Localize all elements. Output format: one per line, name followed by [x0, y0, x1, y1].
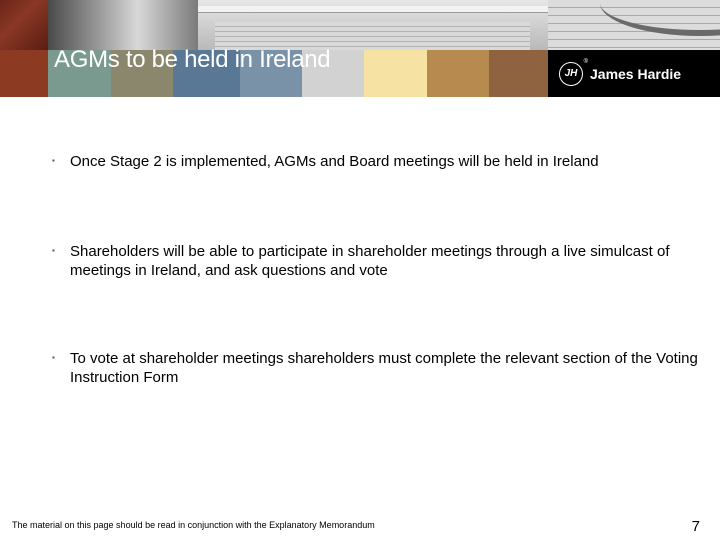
bullet-item — [52, 242, 702, 280]
bullet-text: To vote at shareholder meetings shareholders must complete the relevant section of the Voting Instruction Form — [70, 350, 698, 386]
color-band — [427, 50, 489, 97]
logo-mark-text: JH — [564, 68, 578, 79]
slide-title: AGMs to be held in Ireland — [54, 46, 331, 73]
trees-image — [48, 0, 198, 50]
house-trim-image — [198, 6, 548, 13]
color-band — [364, 50, 427, 97]
jh-logo-icon — [559, 58, 588, 86]
color-band — [0, 50, 48, 97]
slide-header — [0, 0, 720, 97]
brick-wall-image — [0, 0, 48, 50]
header-photo-strip — [0, 0, 720, 50]
company-logo — [548, 50, 720, 97]
bullet-square-icon: ▪ — [52, 156, 55, 165]
bullet-text: Once Stage 2 is implemented, AGMs and Board meetings will be held in Ireland — [70, 153, 599, 170]
bullet-item — [52, 152, 702, 171]
color-band — [489, 50, 548, 97]
bullet-item — [52, 349, 702, 387]
logo-text: James Hardie — [590, 65, 682, 82]
bullet-square-icon: ▪ — [52, 353, 55, 362]
bullet-text: Shareholders will be able to participate in shareholder meetings through a live simulcast of meetings in Ireland, and ask questions and vote — [70, 243, 670, 279]
footer-note: The material on this page should be read in conjunction with the Explanatory Memorandum — [12, 520, 375, 530]
registered-icon: ® — [583, 58, 588, 65]
page-number: 7 — [691, 518, 700, 535]
bullet-square-icon: ▪ — [52, 246, 55, 255]
